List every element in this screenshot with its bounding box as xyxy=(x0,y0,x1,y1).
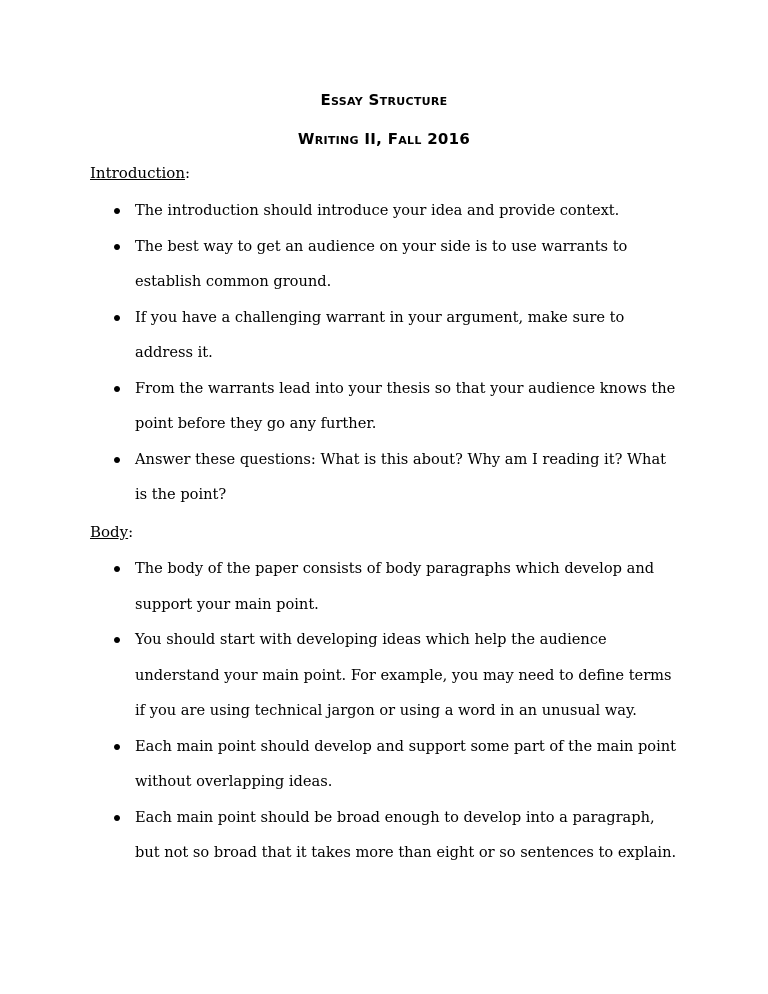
section-heading-text: Body xyxy=(90,523,129,541)
bullet-dot-icon xyxy=(114,566,120,572)
bullet-line: The best way to get an audience on your side is to use warrants to xyxy=(135,237,628,255)
bullet-line: establish common ground. xyxy=(135,273,332,290)
document-title: Essay Structure xyxy=(320,91,448,109)
section-heading-introduction xyxy=(90,163,190,183)
introduction-bullet-list xyxy=(0,193,768,513)
bullet-line: You should start with developing ideas which help the audience xyxy=(135,631,607,648)
section-heading-body xyxy=(90,522,133,542)
section-heading-colon: : xyxy=(128,523,134,541)
document-subtitle: Writing II, Fall 2016 xyxy=(297,130,471,148)
body-bullet-list xyxy=(0,551,768,871)
bullet-item xyxy=(0,729,768,800)
bullet-dot-icon xyxy=(114,815,120,821)
bullet-item xyxy=(0,442,768,513)
bullet-line: address it. xyxy=(135,344,213,361)
bullet-line: but not so broad that it takes more than eight or so sentences to explain. xyxy=(135,844,677,861)
bullet-line: support your main point. xyxy=(135,595,319,613)
section-heading-text: Introduction xyxy=(90,164,185,182)
bullet-dot-icon xyxy=(114,208,120,214)
section-heading-colon: : xyxy=(185,164,191,182)
bullet-line: Answer these questions: What is this about? Why am I reading it? What xyxy=(135,450,667,468)
bullet-line: From the warrants lead into your thesis so that your audience knows the xyxy=(135,379,676,397)
bullet-line: without overlapping ideas. xyxy=(135,773,333,790)
bullet-item xyxy=(0,193,768,229)
bullet-dot-icon xyxy=(114,244,120,250)
bullet-line: is the point? xyxy=(135,486,227,503)
bullet-dot-icon xyxy=(114,386,120,392)
bullet-line: understand your main point. For example, you may need to define terms xyxy=(135,666,672,684)
bullet-line: The introduction should introduce your idea and provide context. xyxy=(135,202,620,219)
bullet-dot-icon xyxy=(114,637,120,643)
bullet-line: The body of the paper consists of body paragraphs which develop and xyxy=(135,560,655,577)
bullet-line: if you are using technical jargon or using a word in an unusual way. xyxy=(135,702,637,719)
bullet-dot-icon xyxy=(114,457,120,463)
bullet-line: Each main point should develop and support some part of the main point xyxy=(135,737,677,755)
bullet-item xyxy=(0,800,768,871)
bullet-item xyxy=(0,229,768,300)
bullet-item xyxy=(0,300,768,371)
bullet-item xyxy=(0,371,768,442)
bullet-dot-icon xyxy=(114,315,120,321)
bullet-dot-icon xyxy=(114,744,120,750)
bullet-item xyxy=(0,551,768,622)
bullet-line: Each main point should be broad enough to develop into a paragraph, xyxy=(135,808,655,826)
bullet-line: point before they go any further. xyxy=(135,415,377,432)
bullet-line: If you have a challenging warrant in your argument, make sure to xyxy=(135,308,625,326)
bullet-item xyxy=(0,622,768,729)
